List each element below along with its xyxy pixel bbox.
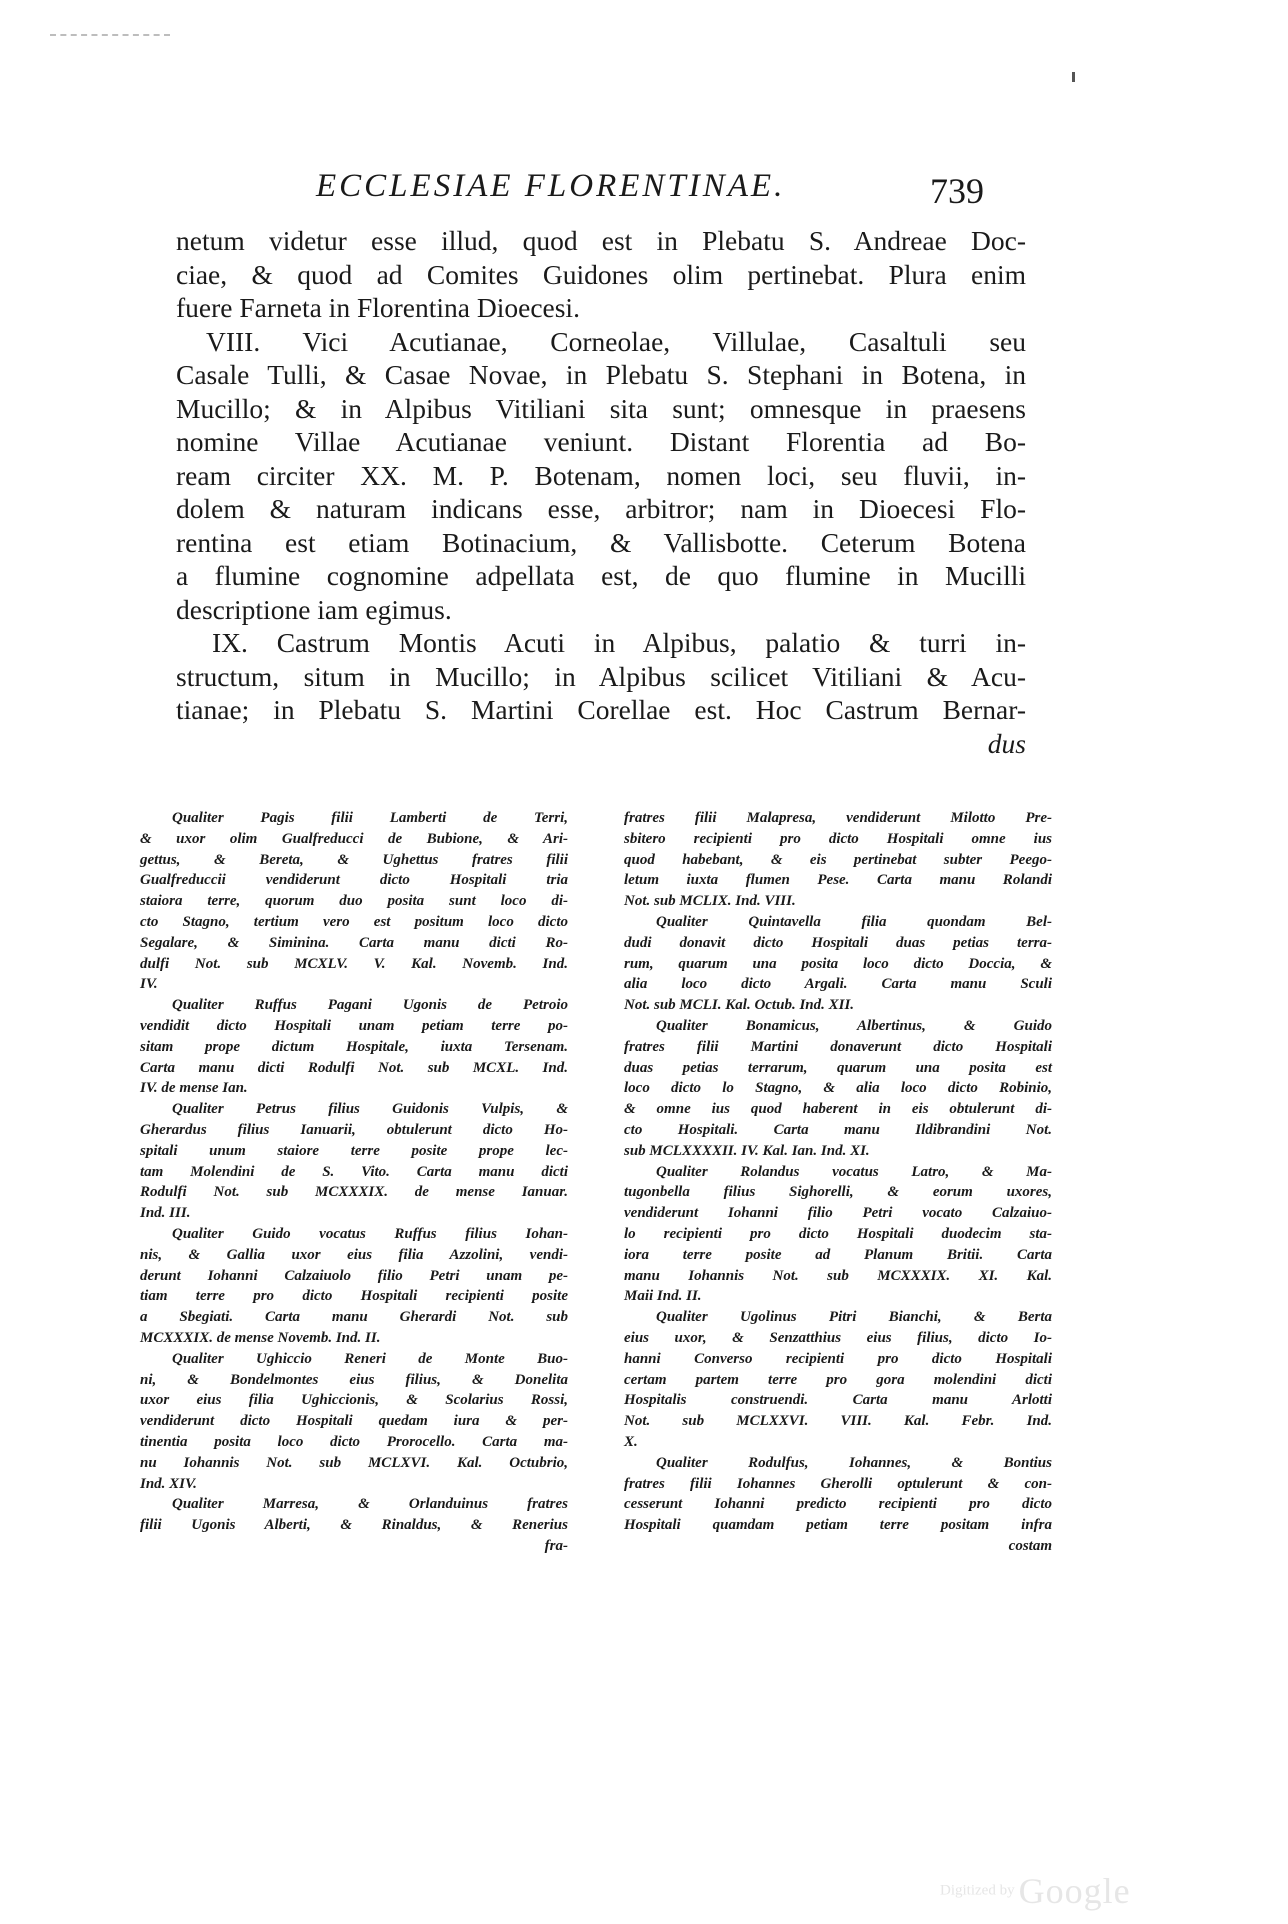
main-text	[176, 224, 1026, 760]
footnote-line: dudi donavit dicto Hospitali duas petias terra-	[624, 934, 1052, 951]
main-line-13: IX. Castrum Montis Acuti in Alpibus, palatio & turri in-	[212, 627, 1026, 658]
footnote-line: sbitero recipienti pro dicto Hospitali omne ius	[624, 830, 1052, 847]
watermark-brand: Google	[1018, 1871, 1131, 1911]
footnote-line: vendidit dicto Hospitali unam petiam terre po-	[140, 1017, 568, 1034]
footnote-line: Qualiter Pagis filii Lamberti de Terri,	[172, 810, 568, 826]
footnote-line: sitam prope dictum Hospitale, iuxta Tersenam.	[140, 1038, 568, 1055]
main-line-11: a flumine cognomine adpellata est, de quo flumine in Mucilli	[176, 560, 1026, 591]
footnote-line: alia loco dicto Argali. Carta manu Sculi	[624, 976, 1052, 993]
footnote-line: Rodulfi Not. sub MCXXXIX. de mense Ianuar.	[140, 1184, 568, 1201]
footnote-line: Maii Ind. II.	[624, 1288, 702, 1305]
footnote-line: Qualiter Bonamicus, Albertinus, & Guido	[656, 1017, 1052, 1034]
footnote-line: nu Iohannis Not. sub MCLXVI. Kal. Octubrio,	[140, 1454, 568, 1471]
footnote-line: Qualiter Ugolinus Pitri Bianchi, & Berta	[656, 1309, 1052, 1326]
footnote-line: Qualiter Guido vocatus Ruffus filius Iohan-	[172, 1225, 568, 1242]
footnote-line: Hospitalis construendi. Carta manu Arlotti	[624, 1392, 1052, 1409]
footnote-line: cto Stagno, tertium vero est positum loco dicto	[140, 913, 568, 930]
running-title: ECCLESIAE FLORENTINAE.	[316, 168, 786, 204]
footnote-line: sub MCLXXXXII. IV. Kal. Ian. Ind. XI.	[624, 1142, 870, 1159]
footnote-line: loco dicto lo Stagno, & alia loco dicto Robinio,	[624, 1080, 1052, 1097]
footnote-line: fratres filii Malapresa, vendiderunt Milotto Pre-	[624, 810, 1052, 826]
footnote-line: Qualiter Petrus filius Guidonis Vulpis, &	[172, 1101, 568, 1118]
footnote-line: tiam terre pro dicto Hospitali recipienti posite	[140, 1288, 568, 1305]
main-line-9: dolem & naturam indicans esse, arbitror; nam in Dioecesi Flo-	[176, 493, 1026, 524]
footnote-line: duas petias terrarum, quarum una posita est	[624, 1059, 1052, 1076]
footnote-line: uxor eius filia Ughiccionis, & Scolarius Rossi,	[140, 1392, 568, 1409]
footnote-line: tugonbella filius Sighorelli, & eorum uxores,	[624, 1184, 1052, 1201]
footnote-line: nis, & Gallia uxor eius filia Azzolini, vendi-	[140, 1246, 568, 1263]
footnote-line: IV. de mense Ian.	[140, 1080, 248, 1097]
main-catchword: dus	[987, 727, 1026, 759]
footnote-line: gettus, & Bereta, & Ughettus fratres filii	[140, 851, 568, 868]
footnote-line: spitali unum staiore terre posite prope lec-	[140, 1142, 568, 1159]
main-line-4: VIII. Vici Acutianae, Corneolae, Villulae, Casaltuli seu	[206, 325, 1026, 357]
running-head	[316, 168, 1016, 212]
main-line-2: ciae, & quod ad Comites Guidones olim pertinebat. Plura enim	[176, 258, 1026, 290]
footnote-line: filii Ugonis Alberti, & Rinaldus, & Renerius	[140, 1517, 568, 1534]
footnote-line: cto Hospitali. Carta manu Ildibrandini Not.	[624, 1121, 1052, 1138]
watermark-prefix: Digitized by	[940, 1882, 1015, 1899]
footnote-column-left	[140, 808, 568, 1557]
scan-artifact-dot	[1072, 72, 1075, 82]
scan-artifact-top	[50, 34, 170, 36]
footnote-line: certam partem terre pro gora molendini dicti	[624, 1371, 1052, 1388]
footnote-line: Qualiter Ughiccio Reneri de Monte Buo-	[172, 1350, 568, 1367]
main-line-12: descriptione iam egimus.	[176, 593, 452, 625]
footnotes	[140, 808, 1052, 1708]
footnote-line: staiora terre, quorum duo posita sunt loco di-	[140, 893, 568, 910]
footnote-line: rum, quarum una posita loco dicto Doccia, &	[624, 955, 1052, 972]
footnote-line: Qualiter Quintavella filia quondam Bel-	[656, 913, 1052, 930]
footnote-line: Qualiter Rolandus vocatus Latro, & Ma-	[656, 1163, 1052, 1180]
footnote-line: Ind. III.	[140, 1205, 191, 1222]
footnote-line: Hospitali quamdam petiam terre positam infra	[624, 1517, 1052, 1534]
footnote-line: X.	[624, 1433, 638, 1450]
footnote-line: dulfi Not. sub MCXLV. V. Kal. Novemb. Ind.	[140, 955, 568, 972]
footnote-line: iora terre posite ad Planum Britii. Carta	[624, 1246, 1052, 1263]
footnote-line: eius uxor, & Senzatthius eius filius, dicto Io-	[624, 1329, 1052, 1346]
footnote-line: manu Iohannis Not. sub MCXXXIX. XI. Kal.	[624, 1267, 1052, 1284]
main-line-15: tianae; in Plebatu S. Martini Corellae est. Hoc Castrum Bernar-	[176, 694, 1026, 725]
footnote-line: letum iuxta flumen Pese. Carta manu Rolandi	[624, 872, 1052, 889]
footnote-line: Not. sub MCLI. Kal. Octub. Ind. XII.	[624, 997, 855, 1014]
footnote-line: Gualfreduccii vendiderunt dicto Hospitali tria	[140, 872, 568, 889]
google-watermark	[940, 1870, 1131, 1912]
footnote-catchword-right: costam	[1008, 1537, 1052, 1554]
footnote-line: fratres filii Martini donaverunt dicto Hospitali	[624, 1038, 1052, 1055]
footnote-line: vendiderunt Iohanni filio Petri vocato Calzaiuo-	[624, 1205, 1052, 1222]
main-line-14: structum, situm in Mucillo; in Alpibus scilicet Vitiliani & Acu-	[176, 660, 1026, 692]
main-line-1: netum videtur esse illud, quod est in Plebatu S. Andreae Doc-	[176, 225, 1026, 256]
main-line-10: rentina est etiam Botinacium, & Vallisbotte. Ceterum Botena	[176, 526, 1026, 558]
footnote-line: quod habebant, & eis pertinebat subter Peego-	[624, 851, 1052, 868]
footnote-line: tinentia posita loco dicto Prorocello. Carta ma-	[140, 1433, 568, 1450]
main-line-5: Casale Tulli, & Casae Novae, in Plebatu S. Stephani in Botena, in	[176, 359, 1026, 390]
footnote-column-right	[624, 808, 1052, 1557]
footnote-line: ni, & Bondelmontes eius filius, & Donelita	[140, 1371, 568, 1388]
main-line-7: nomine Villae Acutianae veniunt. Distant Florentia ad Bo-	[176, 426, 1026, 457]
footnote-catchword-left: fra-	[544, 1537, 568, 1554]
page-number: 739	[930, 171, 984, 211]
footnote-line: lo recipienti pro dicto Hospitali duodecim sta-	[624, 1225, 1052, 1242]
footnote-line: Ind. XIV.	[140, 1475, 197, 1492]
footnote-line: tam Molendini de S. Vito. Carta manu dicti	[140, 1163, 568, 1180]
footnote-line: Not. sub MCLXXVI. VIII. Kal. Febr. Ind.	[624, 1413, 1052, 1430]
footnote-line: MCXXXIX. de mense Novemb. Ind. II.	[140, 1329, 381, 1346]
footnote-line: derunt Iohanni Calzaiuolo filio Petri unam pe-	[140, 1267, 568, 1284]
footnote-line: Carta manu dicti Rodulfi Not. sub MCXL. Ind.	[140, 1059, 568, 1076]
footnote-line: & omne ius quod haberent in eis obtulerunt di-	[624, 1101, 1052, 1118]
footnote-line: & uxor olim Gualfreducci de Bubione, & Ari-	[140, 830, 568, 847]
footnote-line: Gherardus filius Ianuarii, obtulerunt dicto Ho-	[140, 1121, 568, 1138]
footnote-line: a Sbegiati. Carta manu Gherardi Not. sub	[140, 1309, 568, 1326]
footnote-line: Qualiter Ruffus Pagani Ugonis de Petroio	[172, 997, 568, 1014]
footnote-line: cesserunt Iohanni predicto recipienti pro dicto	[624, 1496, 1052, 1513]
footnote-line: Qualiter Marresa, & Orlanduinus fratres	[172, 1496, 568, 1513]
footnote-line: Segalare, & Siminina. Carta manu dicti Ro-	[140, 934, 568, 951]
main-line-8: ream circiter XX. M. P. Botenam, nomen loci, seu fluvii, in-	[176, 459, 1026, 491]
footnote-line: Qualiter Rodulfus, Iohannes, & Bontius	[656, 1454, 1052, 1471]
footnote-line: fratres filii Iohannes Gherolli optulerunt & con-	[624, 1475, 1052, 1492]
footnote-line: hanni Converso recipienti pro dicto Hospitali	[624, 1350, 1052, 1367]
main-line-3: fuere Farneta in Florentina Dioecesi.	[176, 292, 580, 323]
footnote-line: IV.	[140, 976, 158, 993]
footnote-line: Not. sub MCLIX. Ind. VIII.	[624, 893, 796, 910]
footnote-line: vendiderunt dicto Hospitali quedam iura & per-	[140, 1413, 568, 1430]
main-line-6: Mucillo; & in Alpibus Vitiliani sita sunt; omnesque in praesens	[176, 392, 1026, 424]
